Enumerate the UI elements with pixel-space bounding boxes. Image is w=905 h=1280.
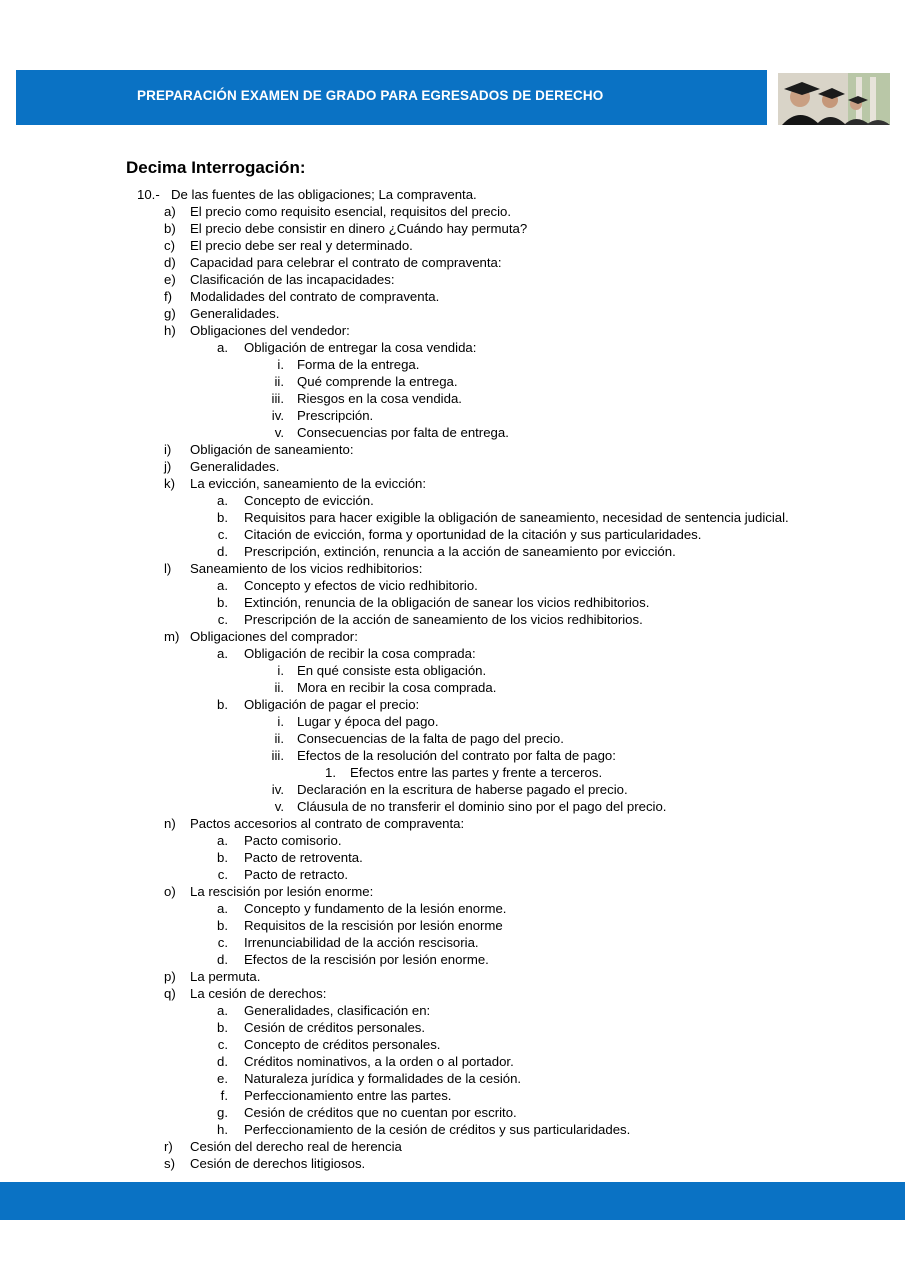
outline-marker: d. (217, 1054, 228, 1069)
outline-text: Consecuencias de la falta de pago del precio. (297, 731, 564, 746)
outline-marker: ii. (274, 731, 284, 746)
outline-item (0, 475, 905, 492)
outline-text: Pactos accesorios al contrato de compraventa: (190, 816, 465, 831)
outline-marker: p) (164, 969, 176, 984)
outline-marker: 10.- (137, 187, 160, 202)
outline-marker: a. (217, 833, 228, 848)
outline-text: Requisitos para hacer exigible la obligación de saneamiento, necesidad de sentencia judicial. (244, 510, 789, 525)
outline-marker: iv. (271, 782, 284, 797)
outline-text: En qué consiste esta obligación. (297, 663, 487, 678)
outline-item (0, 1104, 905, 1121)
outline-text: Consecuencias por falta de entrega. (297, 425, 509, 440)
outline-text: Concepto de créditos personales. (244, 1037, 441, 1052)
outline-text: Pacto de retroventa. (244, 850, 363, 865)
outline-item (0, 917, 905, 934)
outline-text: La cesión de derechos: (190, 986, 327, 1001)
outline-item (0, 628, 905, 645)
outline-item (0, 526, 905, 543)
outline-marker: a. (217, 646, 228, 661)
outline-text: El precio como requisito esencial, requisitos del precio. (190, 204, 512, 219)
outline-marker: d. (217, 952, 228, 967)
outline-item (0, 543, 905, 560)
outline-text: Extinción, renuncia de la obligación de sanear los vicios redhibitorios. (244, 595, 650, 610)
outline-item (0, 883, 905, 900)
outline-text: Efectos de la rescisión por lesión enorme. (244, 952, 489, 967)
outline-marker: b. (217, 510, 228, 525)
outline-marker: a. (217, 1003, 228, 1018)
outline-item (0, 186, 905, 203)
outline-item (0, 237, 905, 254)
outline-text: Obligación de recibir la cosa comprada: (244, 646, 476, 661)
outline-text: Declaración en la escritura de haberse pagado el precio. (297, 782, 628, 797)
outline-marker: iv. (271, 408, 284, 423)
outline-text: Cesión de derechos litigiosos. (190, 1156, 366, 1171)
outline-marker: c. (217, 527, 228, 542)
outline-marker: iii. (271, 748, 284, 763)
outline-item (0, 730, 905, 747)
outline-text: La rescisión por lesión enorme: (190, 884, 374, 899)
outline-text: Requisitos de la rescisión por lesión enorme (244, 918, 503, 933)
outline-text: Modalidades del contrato de compraventa. (190, 289, 440, 304)
outline-marker: r) (164, 1139, 173, 1154)
outline-text: Cesión de créditos personales. (244, 1020, 426, 1035)
outline-item (0, 985, 905, 1002)
outline-marker: i) (164, 442, 172, 457)
outline-item (0, 645, 905, 662)
outline-text: Concepto y efectos de vicio redhibitorio. (244, 578, 478, 593)
outline-text: Obligaciones del comprador: (190, 629, 358, 644)
outline-marker: h) (164, 323, 176, 338)
outline-text: Prescripción, extinción, renuncia a la acción de saneamiento por evicción. (244, 544, 676, 559)
outline-item (0, 492, 905, 509)
outline-item (0, 1121, 905, 1138)
outline-marker: a. (217, 578, 228, 593)
outline-marker: j) (164, 459, 172, 474)
outline-text: Clasificación de las incapacidades: (190, 272, 395, 287)
outline-item (0, 1053, 905, 1070)
outline-marker: b. (217, 850, 228, 865)
outline-item (0, 339, 905, 356)
outline-item (0, 509, 905, 526)
outline-text: Lugar y época del pago. (297, 714, 439, 729)
outline-item (0, 594, 905, 611)
outline-item (0, 662, 905, 679)
outline-text: Efectos entre las partes y frente a terceros. (350, 765, 603, 780)
outline-item (0, 866, 905, 883)
outline-text: Riesgos en la cosa vendida. (297, 391, 462, 406)
outline-text: Prescripción de la acción de saneamiento de los vicios redhibitorios. (244, 612, 643, 627)
outline-text: Obligación de pagar el precio: (244, 697, 420, 712)
outline-marker: l) (164, 561, 172, 576)
outline-marker: b. (217, 697, 228, 712)
outline-marker: v. (274, 425, 284, 440)
outline-item (0, 781, 905, 798)
outline-item (0, 441, 905, 458)
outline-marker: a. (217, 493, 228, 508)
outline-marker: g) (164, 306, 176, 321)
outline-item (0, 424, 905, 441)
outline-item (0, 322, 905, 339)
outline-text: Perfeccionamiento entre las partes. (244, 1088, 452, 1103)
outline-item (0, 373, 905, 390)
outline-item (0, 560, 905, 577)
outline-text: Créditos nominativos, a la orden o al portador. (244, 1054, 514, 1069)
outline-text: Cesión de créditos que no cuentan por escrito. (244, 1105, 517, 1120)
outline-marker: g. (217, 1105, 228, 1120)
footer-banner (0, 1182, 905, 1220)
outline-text: Concepto de evicción. (244, 493, 374, 508)
outline-item (0, 934, 905, 951)
outline-item (0, 577, 905, 594)
outline-item (0, 696, 905, 713)
outline-item (0, 1002, 905, 1019)
outline-marker: c) (164, 238, 175, 253)
outline-list (0, 186, 905, 1172)
outline-marker: c. (217, 867, 228, 882)
outline-item (0, 968, 905, 985)
outline-text: El precio debe ser real y determinado. (190, 238, 413, 253)
outline-marker: e. (217, 1071, 228, 1086)
outline-marker: a. (217, 340, 228, 355)
outline-text: Obligación de saneamiento: (190, 442, 354, 457)
outline-marker: d. (217, 544, 228, 559)
outline-text: Cláusula de no transferir el dominio sino por el pago del precio. (297, 799, 667, 814)
outline-item (0, 220, 905, 237)
outline-item (0, 832, 905, 849)
outline-text: Generalidades, clasificación en: (244, 1003, 431, 1018)
outline-item (0, 611, 905, 628)
outline-text: Pacto de retracto. (244, 867, 349, 882)
outline-text: Generalidades. (190, 306, 280, 321)
outline-marker: o) (164, 884, 176, 899)
outline-item (0, 1019, 905, 1036)
outline-marker: i. (277, 357, 284, 372)
outline-marker: d) (164, 255, 176, 270)
outline-text: Obligación de entregar la cosa vendida: (244, 340, 477, 355)
outline-item (0, 713, 905, 730)
document-heading: Decima Interrogación: (126, 158, 306, 177)
outline-marker: q) (164, 986, 176, 1001)
outline-item (0, 1138, 905, 1155)
outline-text: Forma de la entrega. (297, 357, 420, 372)
outline-item (0, 747, 905, 764)
outline-text: Saneamiento de los vicios redhibitorios: (190, 561, 423, 576)
outline-marker: a) (164, 204, 176, 219)
outline-text: Generalidades. (190, 459, 280, 474)
outline-marker: a. (217, 901, 228, 916)
graduates-photo (778, 73, 890, 125)
outline-marker: i. (277, 714, 284, 729)
outline-marker: c. (217, 1037, 228, 1052)
outline-text: Prescripción. (297, 408, 374, 423)
outline-item (0, 407, 905, 424)
outline-marker: i. (277, 663, 284, 678)
outline-item (0, 458, 905, 475)
outline-item (0, 356, 905, 373)
header-title: PREPARACIÓN EXAMEN DE GRADO PARA EGRESADOS DE DERECHO (137, 88, 604, 103)
outline-item (0, 1087, 905, 1104)
outline-marker: v. (274, 799, 284, 814)
outline-text: De las fuentes de las obligaciones; La compraventa. (171, 187, 477, 202)
outline-text: Mora en recibir la cosa comprada. (297, 680, 497, 695)
outline-text: Naturaleza jurídica y formalidades de la cesión. (244, 1071, 522, 1086)
outline-text: Perfeccionamiento de la cesión de créditos y sus particularidades. (244, 1122, 631, 1137)
outline-marker: s) (164, 1156, 175, 1171)
outline-text: Citación de evicción, forma y oportunidad de la citación y sus particularidades. (244, 527, 702, 542)
outline-marker: c. (217, 935, 228, 950)
outline-text: Efectos de la resolución del contrato por falta de pago: (297, 748, 616, 763)
outline-item (0, 1155, 905, 1172)
outline-text: Qué comprende la entrega. (297, 374, 458, 389)
outline-marker: 1. (325, 765, 336, 780)
outline-marker: ii. (274, 680, 284, 695)
outline-marker: h. (217, 1122, 228, 1137)
outline-item (0, 305, 905, 322)
outline-text: Irrenunciabilidad de la acción rescisoria. (244, 935, 479, 950)
outline-text: La permuta. (190, 969, 261, 984)
outline-marker: b. (217, 1020, 228, 1035)
outline-text: Capacidad para celebrar el contrato de compraventa: (190, 255, 502, 270)
outline-item (0, 849, 905, 866)
outline-marker: b. (217, 918, 228, 933)
outline-item (0, 798, 905, 815)
outline-marker: f) (164, 289, 173, 304)
outline-item (0, 271, 905, 288)
outline-text: Obligaciones del vendedor: (190, 323, 350, 338)
outline-item (0, 254, 905, 271)
outline-text: El precio debe consistir en dinero ¿Cuándo hay permuta? (190, 221, 528, 236)
outline-text: Cesión del derecho real de herencia (190, 1139, 402, 1154)
outline-marker: m) (164, 629, 180, 644)
outline-marker: c. (217, 612, 228, 627)
outline-item (0, 815, 905, 832)
outline-text: Pacto comisorio. (244, 833, 342, 848)
outline-item (0, 1036, 905, 1053)
outline-marker: iii. (271, 391, 284, 406)
outline-marker: b. (217, 595, 228, 610)
outline-item (0, 288, 905, 305)
outline-item (0, 764, 905, 781)
outline-item (0, 203, 905, 220)
outline-marker: ii. (274, 374, 284, 389)
outline-item (0, 900, 905, 917)
outline-text: La evicción, saneamiento de la evicción: (190, 476, 427, 491)
outline-item (0, 951, 905, 968)
outline-item (0, 679, 905, 696)
outline-marker: e) (164, 272, 176, 287)
outline-item (0, 390, 905, 407)
outline-marker: f. (220, 1088, 228, 1103)
outline-marker: k) (164, 476, 175, 491)
outline-marker: b) (164, 221, 176, 236)
outline-marker: n) (164, 816, 176, 831)
outline-item (0, 1070, 905, 1087)
outline-text: Concepto y fundamento de la lesión enorme. (244, 901, 507, 916)
